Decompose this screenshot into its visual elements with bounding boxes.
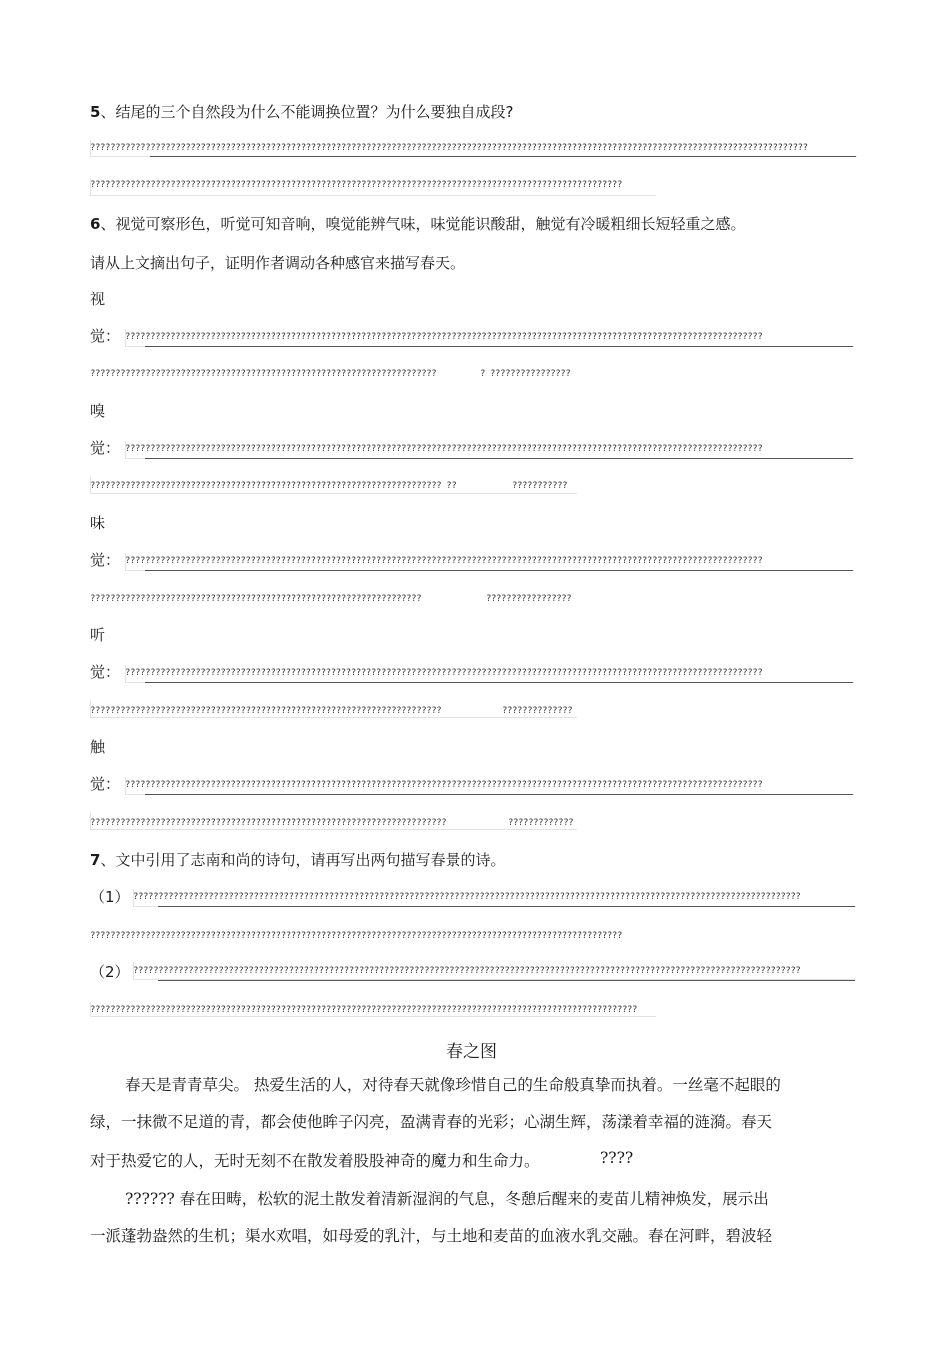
answer-line[interactable]: ?????????????????????????????????????????????????????????????????????????????????????????????????????????? xyxy=(90,931,622,941)
answer-line[interactable]: ????????????????? xyxy=(486,594,572,604)
answer-underline xyxy=(145,458,853,459)
answer-line[interactable]: ??????????????????????????????????????????????????????????????????????????????????????????????????????????????????????????????? xyxy=(125,332,763,342)
paragraph-line: 春天是青青草尖。 热爱生活的人，对待春天就像珍惜自己的生命般真挚而执着。一丝毫不起眼的 xyxy=(125,1076,781,1094)
sense-label: 觉： xyxy=(90,775,121,793)
sense-label: 觉： xyxy=(90,327,121,345)
answer-underline xyxy=(145,682,853,683)
question-text: 、视觉可察形色，听觉可知音响，嗅觉能辨气味，味觉能识酸甜，触觉有冷暖粗细长短轻重之感。 xyxy=(100,215,746,233)
question-instruction: 请从上文摘出句子，证明作者调动各种感官来描写春天。 xyxy=(90,254,466,272)
sense-label: 觉： xyxy=(90,439,121,457)
sense-label: 觉： xyxy=(90,551,121,569)
answer-underline xyxy=(158,906,855,907)
answer-line[interactable]: ????????????????????????????????????????????????????????????????????????????????????????????????????????????? xyxy=(90,1005,638,1015)
paragraph-line: 对于热爱它的人，无时无刻不在散发着股股神奇的魔力和生命力。 xyxy=(90,1152,540,1170)
answer-line[interactable]: ?????????????????????????????????????????????????????????????????????? xyxy=(90,706,442,716)
sense-label: 觉： xyxy=(90,663,121,681)
answer-line[interactable]: ?????????????????????????????????????????????????????????????????????????????????????????????????????????? xyxy=(90,180,622,190)
question-number: 5 xyxy=(90,103,101,121)
answer-line[interactable]: ????????????????????????????????????????????????????????????????????????????????????????????????????????????????????????????????????? xyxy=(133,966,801,976)
answer-underline xyxy=(158,980,855,981)
paragraph-line: 绿，一抹微不足道的青，都会使他眸子闪亮，盈满青春的光彩；心湖生辉，荡漾着幸福的涟漪。春天 xyxy=(90,1113,773,1131)
paragraph-line: ?????? 春在田畴，松软的泥土散发着清新湿润的气息，冬憩后醒来的麦苗儿精神焕发，展示出 xyxy=(125,1190,769,1208)
question-number: 7 xyxy=(90,851,101,869)
answer-line[interactable]: ??????????? xyxy=(512,481,568,491)
answer-line[interactable]: ?????????????? xyxy=(502,706,573,716)
question-text: 、结尾的三个自然段为什么不能调换位置？为什么要独自成段? xyxy=(100,103,514,121)
answer-line[interactable]: ????????????? xyxy=(508,818,574,828)
question-6 xyxy=(90,213,745,234)
answer-line[interactable]: ??????????????????????????????????????????????????????????????????????????????????????????????????????????????????????????????????????????????? xyxy=(90,143,808,153)
question-5 xyxy=(90,101,513,122)
answer-underline xyxy=(150,156,856,157)
answer-line[interactable]: ??????????????????????????????????????????????????????????????????????????????????????????????????????????????????????????????? xyxy=(125,780,763,790)
paragraph-fragment: ???? xyxy=(600,1149,634,1167)
question-7 xyxy=(90,849,505,870)
answer-line[interactable]: ??????????????????????????????????????????????????????????????????????????????????????????????????????????????????????????????? xyxy=(125,444,763,454)
sense-label-char: 味 xyxy=(90,514,106,532)
poem-item-label: （1） xyxy=(90,888,130,906)
sense-label-char: 视 xyxy=(90,290,106,308)
answer-line[interactable]: ??????????????????????????????????????????????????????????????????????? xyxy=(90,818,447,828)
article-title: 春之图 xyxy=(446,1042,497,1062)
answer-line[interactable]: ????????????????????????????????????????????????????????????????????????????????????????????????????????????????????????????????????? xyxy=(133,892,801,902)
sense-label-char: 听 xyxy=(90,626,106,644)
answer-line[interactable]: ? ???????????????? xyxy=(480,369,571,379)
answer-underline xyxy=(145,346,853,347)
answer-line[interactable]: ?????????????????????????????????????????????????????????????????????? ?? xyxy=(90,481,457,491)
paragraph-line: 一派蓬勃盎然的生机；渠水欢唱，如母爱的乳汁，与土地和麦苗的血液水乳交融。春在河畔，碧波轻 xyxy=(90,1227,773,1245)
answer-line[interactable]: ?????????????????????????????????????????????????????????????????? xyxy=(90,594,422,604)
sense-label-char: 嗅 xyxy=(90,402,106,420)
answer-underline xyxy=(145,570,853,571)
answer-underline xyxy=(145,794,853,795)
question-number: 6 xyxy=(90,215,101,233)
answer-line[interactable]: ????????????????????????????????????????????????????????????????????? xyxy=(90,369,437,379)
poem-item-label: （2） xyxy=(90,963,130,981)
question-text: 、文中引用了志南和尚的诗句，请再写出两句描写春景的诗。 xyxy=(100,851,506,869)
answer-line[interactable]: ??????????????????????????????????????????????????????????????????????????????????????????????????????????????????????????????? xyxy=(125,556,763,566)
answer-line[interactable]: ??????????????????????????????????????????????????????????????????????????????????????????????????????????????????????????????? xyxy=(125,668,763,678)
sense-label-char: 触 xyxy=(90,738,106,756)
